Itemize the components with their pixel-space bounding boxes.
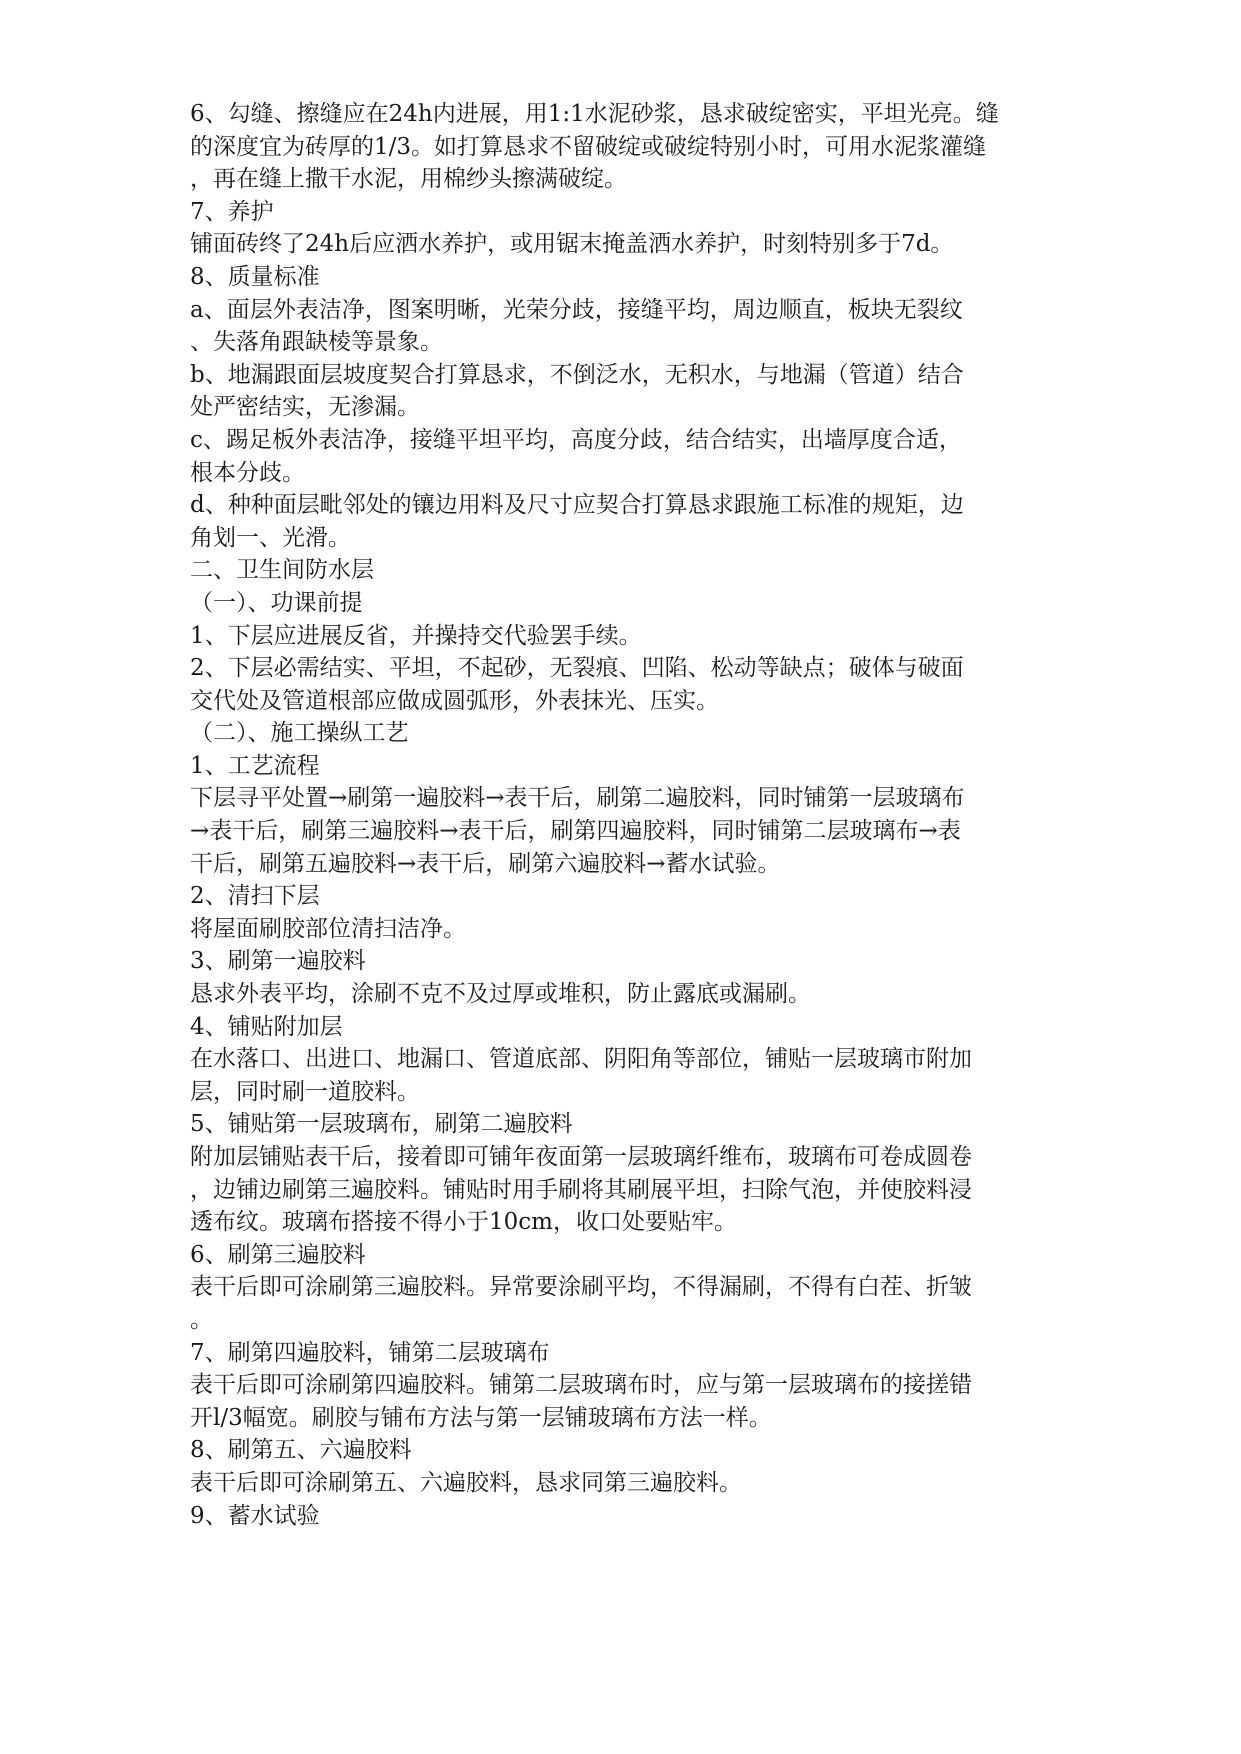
text-line: 2、清扫下层 <box>190 883 320 910</box>
text-line: 5、铺贴第一层玻璃布，刷第二遍胶料 <box>190 1111 573 1138</box>
text-line: 、失落角跟缺棱等景象。 <box>190 329 443 356</box>
text-line: 层，同时刷一道胶料。 <box>190 1078 420 1105</box>
text-line: 干后，刷第五遍胶料→表干后，刷第六遍胶料→蓄水试验。 <box>190 850 781 877</box>
text-line: 角划一、光滑。 <box>190 524 351 551</box>
text-line: 3、刷第一遍胶料 <box>190 948 366 975</box>
text-line: 6、刷第三遍胶料 <box>190 1241 366 1268</box>
text-line: 2、下层必需结实、平坦，不起砂，无裂痕、凹陷、松动等缺点；破体与破面 <box>190 655 964 682</box>
document-page <box>190 98 1070 1532</box>
text-line: 8、刷第五、六遍胶料 <box>190 1437 412 1464</box>
text-line: 表干后即可涂刷第三遍胶料。异常要涂刷平均，不得漏刷，不得有白茬、折皱 <box>190 1274 972 1301</box>
text-line: 将屋面刷胶部位清扫洁净。 <box>190 915 466 942</box>
text-line: 恳求外表平均，涂刷不克不及过厚或堆积，防止露底或漏刷。 <box>190 981 811 1008</box>
text-line: 交代处及管道根部应做成圆弧形，外表抹光、压实。 <box>190 687 719 714</box>
text-line: 开l/3幅宽。刷胶与铺布方法与第一层铺玻璃布方法一样。 <box>190 1404 772 1431</box>
text-line: 8、质量标准 <box>190 263 320 290</box>
text-line: 透布纹。玻璃布搭接不得小于10cm，收口处要贴牢。 <box>190 1209 737 1236</box>
text-line: 表干后即可涂刷第五、六遍胶料，恳求同第三遍胶料。 <box>190 1469 742 1496</box>
text-line: 下层寻平处置→刷第一遍胶料→表干后，刷第二遍胶料，同时铺第一层玻璃布 <box>190 785 965 812</box>
text-line: b、地漏跟面层坡度契合打算恳求，不倒泛水，无积水，与地漏（管道）结合 <box>190 361 964 388</box>
text-line: a、面层外表洁净，图案明晰，光荣分歧，接缝平均，周边顺直，板块无裂纹 <box>190 296 963 323</box>
text-line: 根本分歧。 <box>190 459 305 486</box>
text-line: d、种种面层毗邻处的镶边用料及尺寸应契合打算恳求跟施工标准的规矩，边 <box>190 492 964 519</box>
text-line: （二）、施工操纵工艺 <box>190 720 409 747</box>
text-line: （一）、功课前提 <box>190 589 363 616</box>
text-line: ，再在缝上撒干水泥，用棉纱头擦满破绽。 <box>190 166 627 193</box>
text-line: 的深度宜为砖厚的1/3。如打算恳求不留破绽或破绽特别小时，可用水泥浆灌缝 <box>190 133 987 160</box>
text-line: c、踢足板外表洁净，接缝平坦平均，高度分歧，结合结实，出墙厚度合适， <box>190 426 962 453</box>
text-line: ，边铺边刷第三遍胶料。铺贴时用手刷将其刷展平坦，扫除气泡，并使胶料浸 <box>190 1176 972 1203</box>
text-line: 二、卫生间防水层 <box>190 557 374 584</box>
text-line: 处严密结实，无渗漏。 <box>190 394 420 421</box>
text-line: 。 <box>190 1306 213 1333</box>
text-line: 铺面砖终了24h后应洒水养护，或用锯末掩盖洒水养护，时刻特别多于7d。 <box>190 231 954 258</box>
text-line: 9、蓄水试验 <box>190 1502 320 1529</box>
text-line: 6、勾缝、擦缝应在24h内进展，用1:1水泥砂浆，恳求破绽密实，平坦光亮。缝 <box>190 101 999 127</box>
text-line: 附加层铺贴表干后，接着即可铺年夜面第一层玻璃纤维布，玻璃布可卷成圆卷 <box>190 1144 972 1170</box>
text-line: 表干后即可涂刷第四遍胶料。铺第二层玻璃布时，应与第一层玻璃布的接搓错 <box>190 1372 972 1399</box>
text-line: 7、刷第四遍胶料，铺第二层玻璃布 <box>190 1339 550 1366</box>
text-line: →表干后，刷第三遍胶料→表干后，刷第四遍胶料，同时铺第二层玻璃布→表 <box>190 818 961 845</box>
text-line: 7、养护 <box>190 198 274 225</box>
text-line: 在水落口、出进口、地漏口、管道底部、阴阳角等部位，铺贴一层玻璃市附加 <box>190 1046 972 1073</box>
text-line: 1、下层应进展反省，并操持交代验罢手续。 <box>190 622 642 649</box>
text-line: 4、铺贴附加层 <box>190 1013 343 1040</box>
text-line: 1、工艺流程 <box>190 752 320 779</box>
